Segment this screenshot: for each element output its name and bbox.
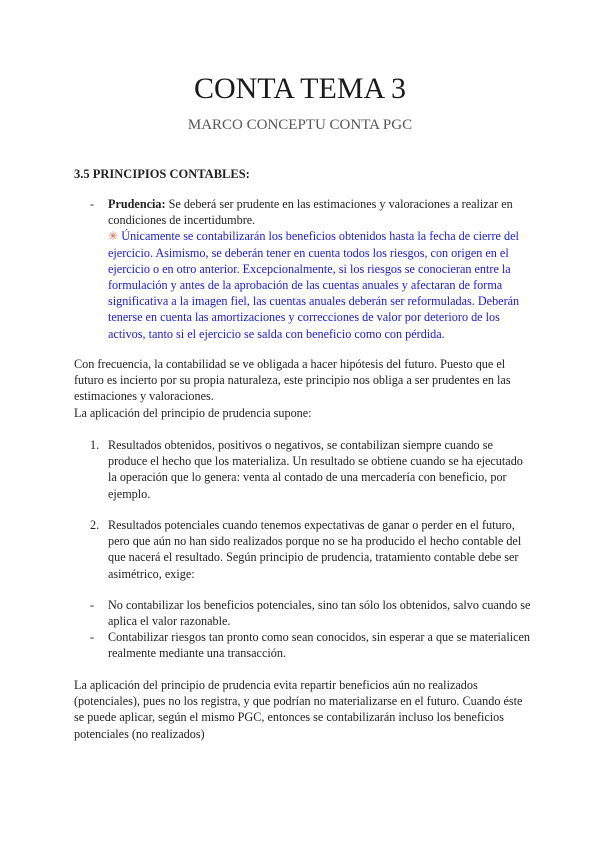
prudencia-body [108, 196, 528, 342]
bullet-dash: - [90, 197, 95, 211]
item-text: Resultados potenciales cuando tenemos expectativas de ganar o perder en el futuro, pero que aún no han sido realizados porque no se ha producido el hecho contable del que nacerá el resultado. Según principio de prudencia, tratamiento contable debe ser asimétrico, exige: [108, 518, 522, 581]
prudencia-term: Prudencia: [108, 197, 166, 211]
asterisk-icon: ✳ [108, 229, 119, 244]
paragraph-aplicacion: La aplicación del principio de prudencia evita repartir beneficios aún no realizados (potenciales), pues no los registra, y que podrían no materializarse en el futuro. Cuando éste se puede aplicar, según el mismo PGC, entonces se contabilizarán incluso los beneficios potenciales (no realizados) [74, 678, 523, 741]
bullet-dash: - [90, 598, 95, 612]
bullet-dash: - [90, 630, 95, 644]
item-text: Resultados obtenidos, positivos o negativos, se contabilizan siempre cuando se produce el hecho que los materializa. Un resultado se obtiene cuando se ha ejecutado la operación que lo genera: venta al contado de una mercadería con beneficio, por ejemplo. [108, 438, 523, 501]
paragraph-hipotesis: Con frecuencia, la contabilidad se ve obligada a hacer hipótesis del futuro. Puesto que el futuro es incierto por su propia naturaleza, este principio nos obliga a ser prudentes en las estimaciones y valoraciones. [74, 357, 511, 404]
prudencia-definition: Se deberá ser prudente en las estimaciones y valoraciones a realizar en condiciones de incertidumbre. [108, 197, 513, 228]
paragraph-supone: La aplicación del principio de prudencia supone: [74, 406, 312, 420]
dash-text: Contabilizar riesgos tan pronto como sean conocidos, sin esperar a que se materialicen realmente mediante una transacción. [108, 630, 531, 661]
section-heading: 3.5 PRINCIPIOS CONTABLES: [74, 167, 250, 181]
document-title: CONTA TEMA 3 [193, 72, 407, 105]
item-number: 2. [90, 518, 100, 532]
item-number: 1. [90, 438, 100, 452]
dash-text: No contabilizar los beneficios potenciales, sino tan sólo los obtenidos, salvo cuando se aplica el valor razonable. [108, 598, 531, 629]
prudencia-note: Únicamente se contabilizarán los beneficios obtenidos hasta la fecha de cierre del ejercicio. Asimismo, se deberán tener en cuenta todos los riesgos, con origen en el ejercicio o en otro anterior. Excepcionalmente, si los riesgos se conocieran entre la formulación y antes de la aprobación de las cuentas anuales y afectaran de forma significativa a la imagen fiel, las cuentas anuales deberán ser reformuladas. Deberán tenerse en cuenta las amortizaciones y correcciones de valor por deterioro de los activos, tanto si el ejercicio se salda con beneficio como con pérdida. [108, 229, 520, 341]
document-subtitle: MARCO CONCEPTU CONTA PGC [187, 117, 413, 133]
